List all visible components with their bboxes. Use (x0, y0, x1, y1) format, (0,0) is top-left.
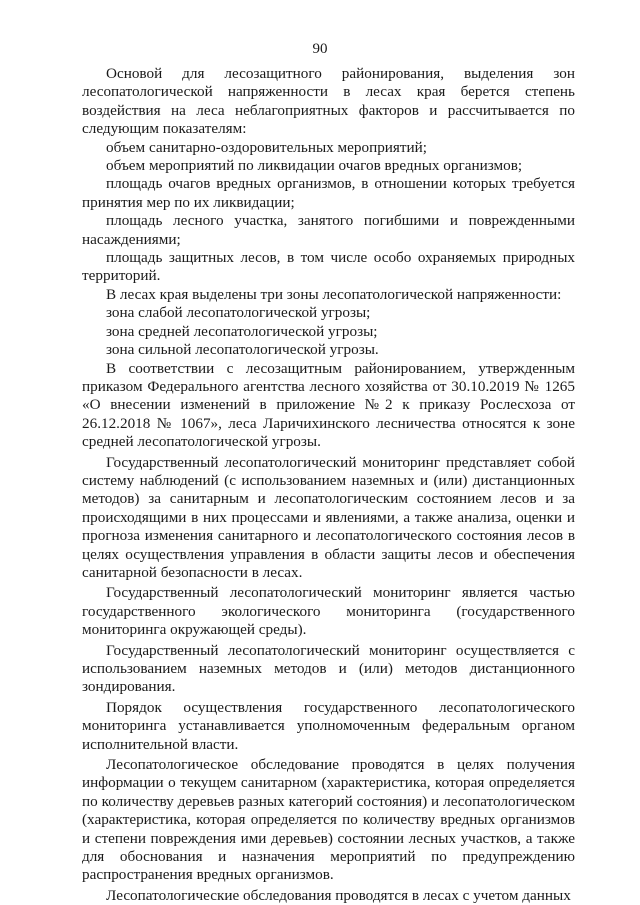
paragraph-indicator-liquidation: объем мероприятий по ликвидации очагов вредных организмов; (106, 157, 523, 175)
paragraph-survey-purpose: Лесопатологическое обследование проводятся в целях получения информации о текущем санитарном (характеристика, которая определяется по количеству деревьев разных категорий состояния) и лесопатологическом (характеристика, которая определяется по количеству вредных организмов и степени повреждения ими деревьев) состоянии лесных участков, а также для обоснования и назначения мероприятий по предупреждению распространения вредных организмов. (82, 756, 575, 884)
paragraph-zone-medium: зона средней лесопатологической угрозы; (106, 322, 378, 340)
paragraph-survey-conducted: Лесопатологические обследования проводятся в лесах с учетом данных (106, 886, 571, 904)
paragraph-order-reference: В соответствии с лесозащитным районированием, утвержденным приказом Федерального агентства лесного хозяйства от 30.10.2019 № 1265 «О внесении изменений в приложение №2 к приказу Рослесхоза от 26.12.2018 № 1067», леса Ларичихинского лесничества относятся к зоне средней лесопатологической угрозы. (82, 359, 575, 451)
paragraph-indicator-plot-area: площадь лесного участка, занятого погибшими и поврежденными насаждениями; (82, 212, 575, 248)
paragraph-zone-strong: зона сильной лесопатологической угрозы. (106, 341, 379, 359)
paragraph-monitoring-part: Государственный лесопатологический мониторинг является частью государственного экологического мониторинга (государственного мониторинга окружающей среды). (82, 584, 575, 639)
paragraph-indicator-foci-area: площадь очагов вредных организмов, в отношении которых требуется принятия мер по их ликвидации; (82, 175, 575, 211)
paragraph-monitoring-definition: Государственный лесопатологический мониторинг представляет собой систему наблюдений (с использованием наземных и (или) дистанционных методов) за санитарным и лесопатологическим состоянием лесов и за происходящими в них процессами и явлениями, а также анализа, оценки и прогноза изменения санитарного и лесопатологического состояния лесов в целях осуществления управления в области защиты лесов и обеспечения санитарной безопасности в лесах. (82, 453, 575, 581)
paragraph-monitoring-procedure: Порядок осуществления государственного лесопатологического мониторинга устанавливается уполномоченным федеральным органом исполнительной власти. (82, 698, 575, 753)
paragraph-zoning-basis: Основой для лесозащитного районирования, выделения зон лесопатологической напряженности в лесах края берется степень воздействия на леса неблагоприятных факторов и рассчитывается по следующим показателям: (82, 65, 575, 138)
paragraph-three-zones: В лесах края выделены три зоны лесопатологической напряженности: (106, 285, 562, 303)
paragraph-zone-weak: зона слабой лесопатологической угрозы; (106, 304, 371, 322)
document-body (82, 65, 575, 905)
page-number: 90 (312, 41, 328, 57)
paragraph-indicator-protective-forests: площадь защитных лесов, в том числе особо охраняемых природных территорий. (82, 249, 575, 285)
paragraph-monitoring-methods: Государственный лесопатологический мониторинг осуществляется с использованием наземных методов и (или) методов дистанционного зондирования. (82, 641, 575, 696)
paragraph-indicator-sanitary: объем санитарно-оздоровительных мероприятий; (106, 138, 428, 156)
